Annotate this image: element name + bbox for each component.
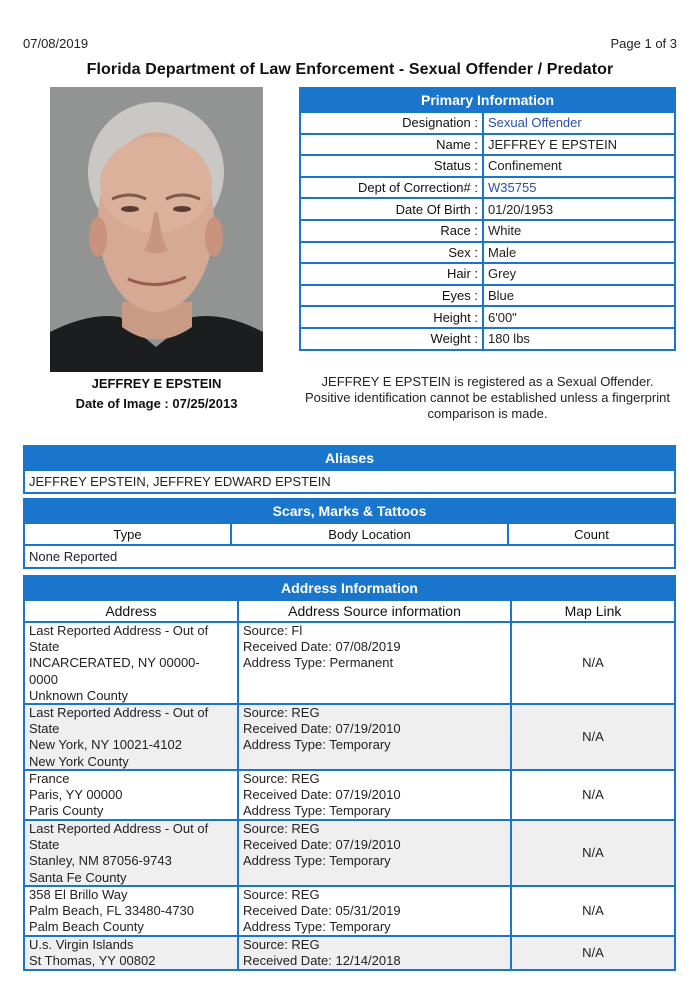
primary-info-row: [300, 177, 675, 199]
map-link-cell: N/A: [511, 622, 675, 704]
address-cell: [24, 622, 238, 704]
address-source-cell: [238, 886, 511, 936]
map-link-cell: N/A: [511, 820, 675, 886]
primary-info-row: [300, 155, 675, 177]
primary-info-value: JEFFREY E EPSTEIN: [483, 134, 675, 156]
address-cell: [24, 704, 238, 770]
address-cell-line: Stanley, NM 87056-9743: [29, 853, 172, 869]
primary-info-value: 6'00": [483, 306, 675, 328]
scars-column-body-location: Body Location: [231, 523, 508, 545]
address-row: [24, 820, 675, 886]
address-cell-line: France: [29, 771, 70, 786]
address-cell-line: INCARCERATED, NY 00000-: [29, 655, 200, 671]
primary-info-value: Confinement: [483, 155, 675, 177]
primary-info-row: [300, 306, 675, 328]
primary-information-table: [299, 87, 676, 351]
map-link-cell: N/A: [511, 704, 675, 770]
address-column-map-link: Map Link: [511, 600, 675, 622]
address-source-cell-line: Received Date: 07/19/2010: [243, 787, 401, 803]
address-information-table: [23, 575, 676, 971]
primary-info-value-link[interactable]: W35755: [483, 177, 675, 199]
address-cell-line: New York, NY 10021-4102: [29, 737, 182, 753]
primary-info-value: White: [483, 220, 675, 242]
scars-header: Scars, Marks & Tattoos: [24, 499, 675, 523]
address-row: [24, 770, 675, 820]
address-cell-line: Last Reported Address - Out of: [29, 705, 209, 720]
primary-info-label: Status :: [300, 155, 483, 177]
primary-info-value: 180 lbs: [483, 328, 675, 350]
primary-info-row: [300, 242, 675, 264]
address-row: [24, 622, 675, 704]
address-cell-line: Paris County: [29, 803, 104, 819]
address-cell-line: Palm Beach County: [29, 919, 144, 935]
address-source-cell-line: Address Type: Temporary: [243, 737, 391, 753]
address-source-cell: [238, 820, 511, 886]
primary-info-row: [300, 220, 675, 242]
identification-notice: JEFFREY E EPSTEIN is registered as a Sexual Offender. Positive identification cannot be established unless a fingerprint comparison is made.: [305, 374, 670, 421]
map-link-cell: N/A: [511, 936, 675, 970]
address-cell: [24, 936, 238, 970]
scars-empty-message: None Reported: [24, 545, 675, 568]
scars-marks-tattoos-table: [23, 498, 676, 569]
address-row: [24, 936, 675, 970]
address-cell-line: Unknown County: [29, 687, 128, 703]
address-source-cell-line: Address Type: Permanent: [243, 655, 394, 671]
address-column-source: Address Source information: [238, 600, 511, 622]
address-source-cell: [238, 704, 511, 770]
address-row: [24, 886, 675, 936]
address-source-cell: [238, 936, 511, 970]
address-cell-line: 0000: [29, 671, 58, 687]
primary-info-label: Height :: [300, 306, 483, 328]
primary-info-value: 01/20/1953: [483, 198, 675, 220]
address-cell: [24, 770, 238, 820]
address-cell-line: 358 El Brillo Way: [29, 887, 128, 902]
address-cell-line: State: [29, 639, 60, 655]
primary-info-value: Blue: [483, 285, 675, 307]
primary-info-row: [300, 134, 675, 156]
address-source-cell-line: Source: Fl: [243, 623, 303, 638]
primary-info-value: Male: [483, 242, 675, 264]
offender-photo: [50, 87, 263, 372]
photo-caption-name: JEFFREY E EPSTEIN: [91, 376, 222, 391]
map-link-cell: N/A: [511, 886, 675, 936]
address-cell-line: St Thomas, YY 00802: [29, 953, 156, 969]
aliases-header: Aliases: [24, 446, 675, 470]
primary-info-label: Eyes :: [300, 285, 483, 307]
address-header: Address Information: [24, 576, 675, 600]
address-source-cell-line: Source: REG: [243, 821, 320, 836]
primary-info-label: Dept of Correction# :: [300, 177, 483, 199]
address-cell-line: New York County: [29, 753, 129, 769]
primary-info-label: Designation :: [300, 112, 483, 134]
address-cell-line: Last Reported Address - Out of: [29, 623, 209, 638]
portrait-image: [50, 87, 263, 372]
address-source-cell-line: Received Date: 07/08/2019: [243, 639, 401, 655]
address-source-cell-line: Source: REG: [243, 771, 320, 786]
aliases-value: JEFFREY EPSTEIN, JEFFREY EDWARD EPSTEIN: [24, 470, 675, 493]
address-cell-line: State: [29, 837, 60, 853]
print-date: 07/08/2019: [23, 36, 89, 51]
address-source-cell-line: Source: REG: [243, 937, 320, 952]
address-source-cell-line: Source: REG: [243, 887, 320, 902]
scars-column-count: Count: [508, 523, 675, 545]
address-cell-line: Palm Beach, FL 33480-4730: [29, 903, 195, 919]
address-source-cell-line: Received Date: 12/14/2018: [243, 953, 401, 969]
address-source-cell-line: Address Type: Temporary: [243, 919, 391, 935]
aliases-table: [23, 445, 676, 494]
primary-info-value: Grey: [483, 263, 675, 285]
document-title: Florida Department of Law Enforcement - Sexual Offender / Predator: [86, 61, 614, 78]
primary-info-value-link[interactable]: Sexual Offender: [483, 112, 675, 134]
address-source-cell-line: Address Type: Temporary: [243, 853, 391, 869]
primary-information-header: Primary Information: [300, 88, 675, 112]
primary-info-label: Hair :: [300, 263, 483, 285]
address-cell-line: Last Reported Address - Out of: [29, 821, 209, 836]
address-cell: [24, 886, 238, 936]
primary-info-row: [300, 328, 675, 350]
address-cell-line: U.s. Virgin Islands: [29, 937, 134, 952]
primary-info-row: [300, 112, 675, 134]
page-number: Page 1 of 3: [610, 36, 677, 51]
primary-info-label: Name :: [300, 134, 483, 156]
address-row: [24, 704, 675, 770]
address-cell-line: State: [29, 721, 60, 737]
address-source-cell-line: Received Date: 07/19/2010: [243, 721, 401, 737]
address-cell-line: Paris, YY 00000: [29, 787, 123, 803]
primary-info-label: Date Of Birth :: [300, 198, 483, 220]
address-source-cell-line: Received Date: 07/19/2010: [243, 837, 401, 853]
primary-info-row: [300, 198, 675, 220]
address-source-cell-line: Address Type: Temporary: [243, 803, 391, 819]
map-link-cell: N/A: [511, 770, 675, 820]
primary-info-row: [300, 263, 675, 285]
primary-info-label: Sex :: [300, 242, 483, 264]
photo-caption-date: Date of Image : 07/25/2013: [75, 396, 238, 411]
scars-column-type: Type: [24, 523, 231, 545]
address-source-cell: [238, 622, 511, 704]
primary-info-label: Race :: [300, 220, 483, 242]
address-cell-line: Santa Fe County: [29, 869, 127, 885]
address-column-address: Address: [24, 600, 238, 622]
primary-info-label: Weight :: [300, 328, 483, 350]
address-source-cell-line: Source: REG: [243, 705, 320, 720]
primary-info-row: [300, 285, 675, 307]
address-source-cell: [238, 770, 511, 820]
address-cell: [24, 820, 238, 886]
address-source-cell-line: Received Date: 05/31/2019: [243, 903, 401, 919]
